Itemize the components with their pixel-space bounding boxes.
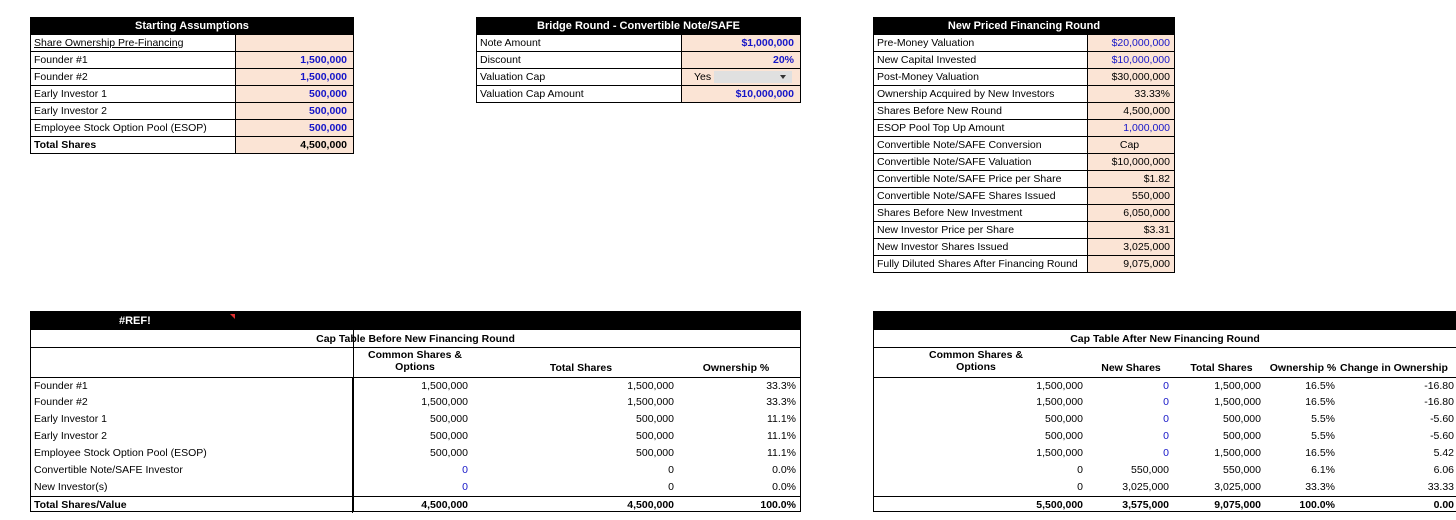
row-label: Valuation Cap Amount	[476, 86, 682, 103]
total-row	[31, 496, 800, 513]
row-label: Founder #2	[30, 69, 236, 86]
input-cell[interactable]: $10,000,000	[1088, 52, 1175, 69]
row-label: Early Investor 2	[30, 103, 236, 120]
table-row	[874, 428, 1456, 445]
row-label: Pre-Money Valuation	[873, 35, 1088, 52]
col-header-total: Total Shares	[549, 362, 613, 374]
row-label: Employee Stock Option Pool (ESOP)	[31, 445, 353, 462]
table-row	[476, 35, 801, 52]
table-row	[873, 188, 1175, 205]
valuation-cap-amount-input[interactable]: $10,000,000	[682, 86, 801, 103]
change-cell[interactable]: -5.60	[1430, 430, 1454, 442]
row-label: New Capital Invested	[873, 52, 1088, 69]
col-header-total: Total Shares	[1190, 362, 1253, 374]
table-row	[874, 411, 1456, 428]
table-row	[873, 103, 1175, 120]
table-row	[874, 445, 1456, 462]
ownership-cell[interactable]: 16.5%	[1305, 396, 1335, 408]
total-value[interactable]: 4,500,000	[236, 137, 354, 154]
row-label: Valuation Cap	[476, 69, 682, 86]
chevron-down-icon[interactable]	[780, 75, 786, 79]
common-cell[interactable]: 0	[1077, 481, 1083, 493]
new-shares-cell[interactable]: 0	[1163, 447, 1169, 459]
input-cell[interactable]: $20,000,000	[1088, 35, 1175, 52]
table-row	[873, 222, 1175, 239]
col-header-common-line2: Options	[395, 361, 435, 373]
total-label: Total Shares	[30, 137, 236, 154]
table-row	[31, 445, 800, 462]
table-row	[31, 479, 800, 496]
total-row	[874, 496, 1456, 513]
row-label: New Investor Shares Issued	[873, 239, 1088, 256]
calc-cell[interactable]: $1.82	[1088, 171, 1175, 188]
new-shares-cell[interactable]: 0	[1163, 413, 1169, 425]
ownership-total[interactable]: 100.0%	[1299, 499, 1335, 511]
table-row	[873, 86, 1175, 103]
cap-table-after	[873, 311, 1456, 512]
common-cell[interactable]: 500,000	[430, 413, 468, 425]
table-row	[31, 462, 800, 479]
col-header-ownership: Ownership %	[1269, 362, 1337, 374]
row-label: Founder #2	[31, 394, 353, 411]
table-row	[873, 35, 1175, 52]
input-cell[interactable]: 1,000,000	[1088, 120, 1175, 137]
calc-cell[interactable]: 6,050,000	[1088, 205, 1175, 222]
common-total[interactable]: 5,500,000	[1036, 499, 1083, 511]
new-shares-cell[interactable]: 3,025,000	[1122, 481, 1169, 493]
ownership-cell[interactable]: 5.5%	[1311, 430, 1335, 442]
total-cell[interactable]: 500,000	[636, 413, 674, 425]
table-row	[873, 205, 1175, 222]
row-label: Early Investor 1	[31, 411, 353, 428]
new-shares-cell[interactable]: 0	[1163, 396, 1169, 408]
discount-input[interactable]: 20%	[682, 52, 801, 69]
row-label: Founder #1	[31, 378, 353, 394]
table-row	[476, 69, 801, 86]
ownership-cell[interactable]: 5.5%	[1311, 413, 1335, 425]
common-cell[interactable]: 1,500,000	[1036, 447, 1083, 459]
calc-cell[interactable]: $30,000,000	[1088, 69, 1175, 86]
row-label: Shares Before New Round	[873, 103, 1088, 120]
calc-cell[interactable]: 550,000	[1088, 188, 1175, 205]
row-label: ESOP Pool Top Up Amount	[873, 120, 1088, 137]
empty-cell[interactable]	[236, 35, 354, 52]
ref-error-bar	[31, 312, 800, 330]
table-row	[476, 52, 801, 69]
table-row	[31, 394, 800, 411]
calc-cell[interactable]: $3.31	[1088, 222, 1175, 239]
cap-table-before-title: Cap Table Before New Financing Round	[31, 330, 800, 348]
table-row	[873, 239, 1175, 256]
table-row	[873, 256, 1175, 273]
total-cell[interactable]: 1,500,000	[1214, 447, 1261, 459]
common-cell[interactable]: 1,500,000	[421, 396, 468, 408]
row-label: Ownership Acquired by New Investors	[873, 86, 1088, 103]
common-cell[interactable]: 1,500,000	[1036, 396, 1083, 408]
table-row	[31, 411, 800, 428]
common-cell[interactable]: 500,000	[430, 447, 468, 459]
priced-round-title: New Priced Financing Round	[873, 17, 1175, 35]
new-shares-cell[interactable]: 0	[1163, 430, 1169, 442]
total-cell[interactable]: 500,000	[636, 430, 674, 442]
table-row	[31, 377, 800, 394]
bridge-round-title: Bridge Round - Convertible Note/SAFE	[476, 17, 801, 35]
calc-cell[interactable]: $10,000,000	[1088, 154, 1175, 171]
col-header-common	[353, 349, 477, 373]
change-cell[interactable]: -16.80	[1424, 380, 1454, 392]
total-total[interactable]: 9,075,000	[1214, 499, 1261, 511]
table-row	[874, 479, 1456, 496]
ownership-cell[interactable]: 33.3%	[766, 396, 796, 408]
table-row	[30, 120, 354, 137]
row-label: Employee Stock Option Pool (ESOP)	[30, 120, 236, 137]
col-header-change: Change in Ownership	[1340, 362, 1448, 374]
valuation-cap-dropdown[interactable]	[682, 69, 801, 86]
input-cell[interactable]: 1,500,000	[236, 52, 354, 69]
table-row	[874, 462, 1456, 479]
ownership-total[interactable]: 100.0%	[760, 499, 796, 511]
dropdown-value: Yes	[694, 71, 712, 83]
common-cell[interactable]: 500,000	[430, 430, 468, 442]
calc-cell[interactable]: Cap	[1088, 137, 1175, 154]
row-label: Fully Diluted Shares After Financing Round	[873, 256, 1088, 273]
input-cell[interactable]: 1,500,000	[236, 69, 354, 86]
total-cell[interactable]: 500,000	[1223, 413, 1261, 425]
common-cell[interactable]: 500,000	[1045, 413, 1083, 425]
calc-cell[interactable]: 9,075,000	[1088, 256, 1175, 273]
ref-error-label[interactable]: #REF!	[119, 315, 151, 327]
common-total[interactable]: 4,500,000	[421, 499, 468, 511]
table-row	[873, 137, 1175, 154]
cap-table-before	[30, 311, 801, 512]
col-header-common-line1: Common Shares &	[929, 349, 1023, 361]
starting-assumptions-title: Starting Assumptions	[30, 17, 354, 35]
row-label: New Investor Price per Share	[873, 222, 1088, 239]
row-label: Convertible Note/SAFE Conversion	[873, 137, 1088, 154]
calc-cell[interactable]: 3,025,000	[1088, 239, 1175, 256]
change-cell[interactable]: -16.80	[1424, 396, 1454, 408]
ownership-cell[interactable]: 11.1%	[767, 430, 796, 442]
total-cell[interactable]: 1,500,000	[1214, 380, 1261, 392]
new-shares-cell[interactable]: 550,000	[1131, 464, 1169, 476]
col-header-ownership: Ownership %	[702, 362, 770, 374]
row-label: Founder #1	[30, 52, 236, 69]
table-row	[476, 86, 801, 103]
row-label: Convertible Note/SAFE Price per Share	[873, 171, 1088, 188]
col-header-new: New Shares	[1101, 362, 1161, 374]
total-cell[interactable]: 3,025,000	[1214, 481, 1261, 493]
row-label: New Investor(s)	[31, 479, 353, 496]
row-label: Shares Before New Investment	[873, 205, 1088, 222]
total-cell[interactable]: 1,500,000	[1214, 396, 1261, 408]
row-label: Note Amount	[476, 35, 682, 52]
change-cell[interactable]: 33.33	[1427, 481, 1454, 493]
table-row	[30, 69, 354, 86]
error-indicator-icon	[230, 314, 235, 319]
cap-table-after-title: Cap Table After New Financing Round	[874, 330, 1456, 348]
table-row	[873, 69, 1175, 86]
total-cell[interactable]: 500,000	[1223, 430, 1261, 442]
input-cell[interactable]: 500,000	[236, 103, 354, 120]
table-row	[873, 154, 1175, 171]
dropdown-box[interactable]	[714, 71, 792, 83]
change-cell[interactable]: -5.60	[1430, 413, 1454, 425]
change-cell[interactable]: 6.06	[1433, 464, 1454, 476]
total-cell[interactable]: 500,000	[636, 447, 674, 459]
starting-assumptions-table	[30, 17, 354, 154]
bridge-round-table	[476, 17, 801, 103]
ownership-cell[interactable]: 0.0%	[772, 481, 796, 493]
new-shares-total[interactable]: 3,575,000	[1122, 499, 1169, 511]
cap-after-rows	[874, 377, 1456, 513]
input-cell[interactable]: 500,000	[236, 86, 354, 103]
ownership-cell[interactable]: 16.5%	[1305, 447, 1335, 459]
total-row	[30, 137, 354, 154]
common-cell[interactable]: 1,500,000	[1036, 380, 1083, 392]
change-total[interactable]: 0.00	[1433, 499, 1454, 511]
new-shares-cell[interactable]: 0	[1163, 380, 1169, 392]
row-label: Post-Money Valuation	[873, 69, 1088, 86]
row-label: Convertible Note/SAFE Valuation	[873, 154, 1088, 171]
priced-round-table	[873, 17, 1175, 273]
ownership-cell[interactable]: 33.3%	[766, 380, 796, 392]
ownership-cell[interactable]: 33.3%	[1305, 481, 1335, 493]
col-header-common	[914, 349, 1038, 373]
row-label: Convertible Note/SAFE Investor	[31, 462, 353, 479]
total-cell[interactable]: 550,000	[1223, 464, 1261, 476]
total-cell[interactable]: 1,500,000	[627, 380, 674, 392]
table-row	[31, 428, 800, 445]
table-row	[873, 120, 1175, 137]
table-row	[30, 103, 354, 120]
section-label: Share Ownership Pre-Financing	[30, 35, 236, 52]
table-row	[30, 86, 354, 103]
ownership-cell[interactable]: 11.1%	[767, 413, 796, 425]
ownership-cell[interactable]: 11.1%	[767, 447, 796, 459]
total-cell[interactable]: 0	[668, 464, 674, 476]
common-cell[interactable]: 500,000	[1045, 430, 1083, 442]
table-row	[873, 171, 1175, 188]
table-row	[873, 52, 1175, 69]
total-cell[interactable]: 1,500,000	[627, 396, 674, 408]
input-cell[interactable]: 500,000	[236, 120, 354, 137]
common-cell[interactable]: 0	[462, 481, 468, 493]
cap-before-rows	[31, 377, 800, 513]
calc-cell[interactable]: 4,500,000	[1088, 103, 1175, 120]
col-header-common-line2: Options	[956, 361, 996, 373]
total-cell[interactable]: 0	[668, 481, 674, 493]
table-row	[30, 52, 354, 69]
change-cell[interactable]: 5.42	[1433, 447, 1454, 459]
table-row	[874, 377, 1456, 394]
calc-cell[interactable]: 33.33%	[1088, 86, 1175, 103]
ownership-cell[interactable]: 0.0%	[772, 464, 796, 476]
common-cell[interactable]: 0	[462, 464, 468, 476]
ownership-cell[interactable]: 16.5%	[1305, 380, 1335, 392]
ownership-cell[interactable]: 6.1%	[1311, 464, 1335, 476]
common-cell[interactable]: 1,500,000	[421, 380, 468, 392]
common-cell[interactable]: 0	[1077, 464, 1083, 476]
row-label: Convertible Note/SAFE Shares Issued	[873, 188, 1088, 205]
col-header-common-line1: Common Shares &	[368, 349, 462, 361]
total-label: Total Shares/Value	[31, 497, 353, 513]
note-amount-input[interactable]: $1,000,000	[682, 35, 801, 52]
cap-after-bar	[874, 312, 1456, 330]
row-label: Discount	[476, 52, 682, 69]
total-total[interactable]: 4,500,000	[627, 499, 674, 511]
table-row	[30, 35, 354, 52]
row-label: Early Investor 1	[30, 86, 236, 103]
table-row	[874, 394, 1456, 411]
row-label: Early Investor 2	[31, 428, 353, 445]
